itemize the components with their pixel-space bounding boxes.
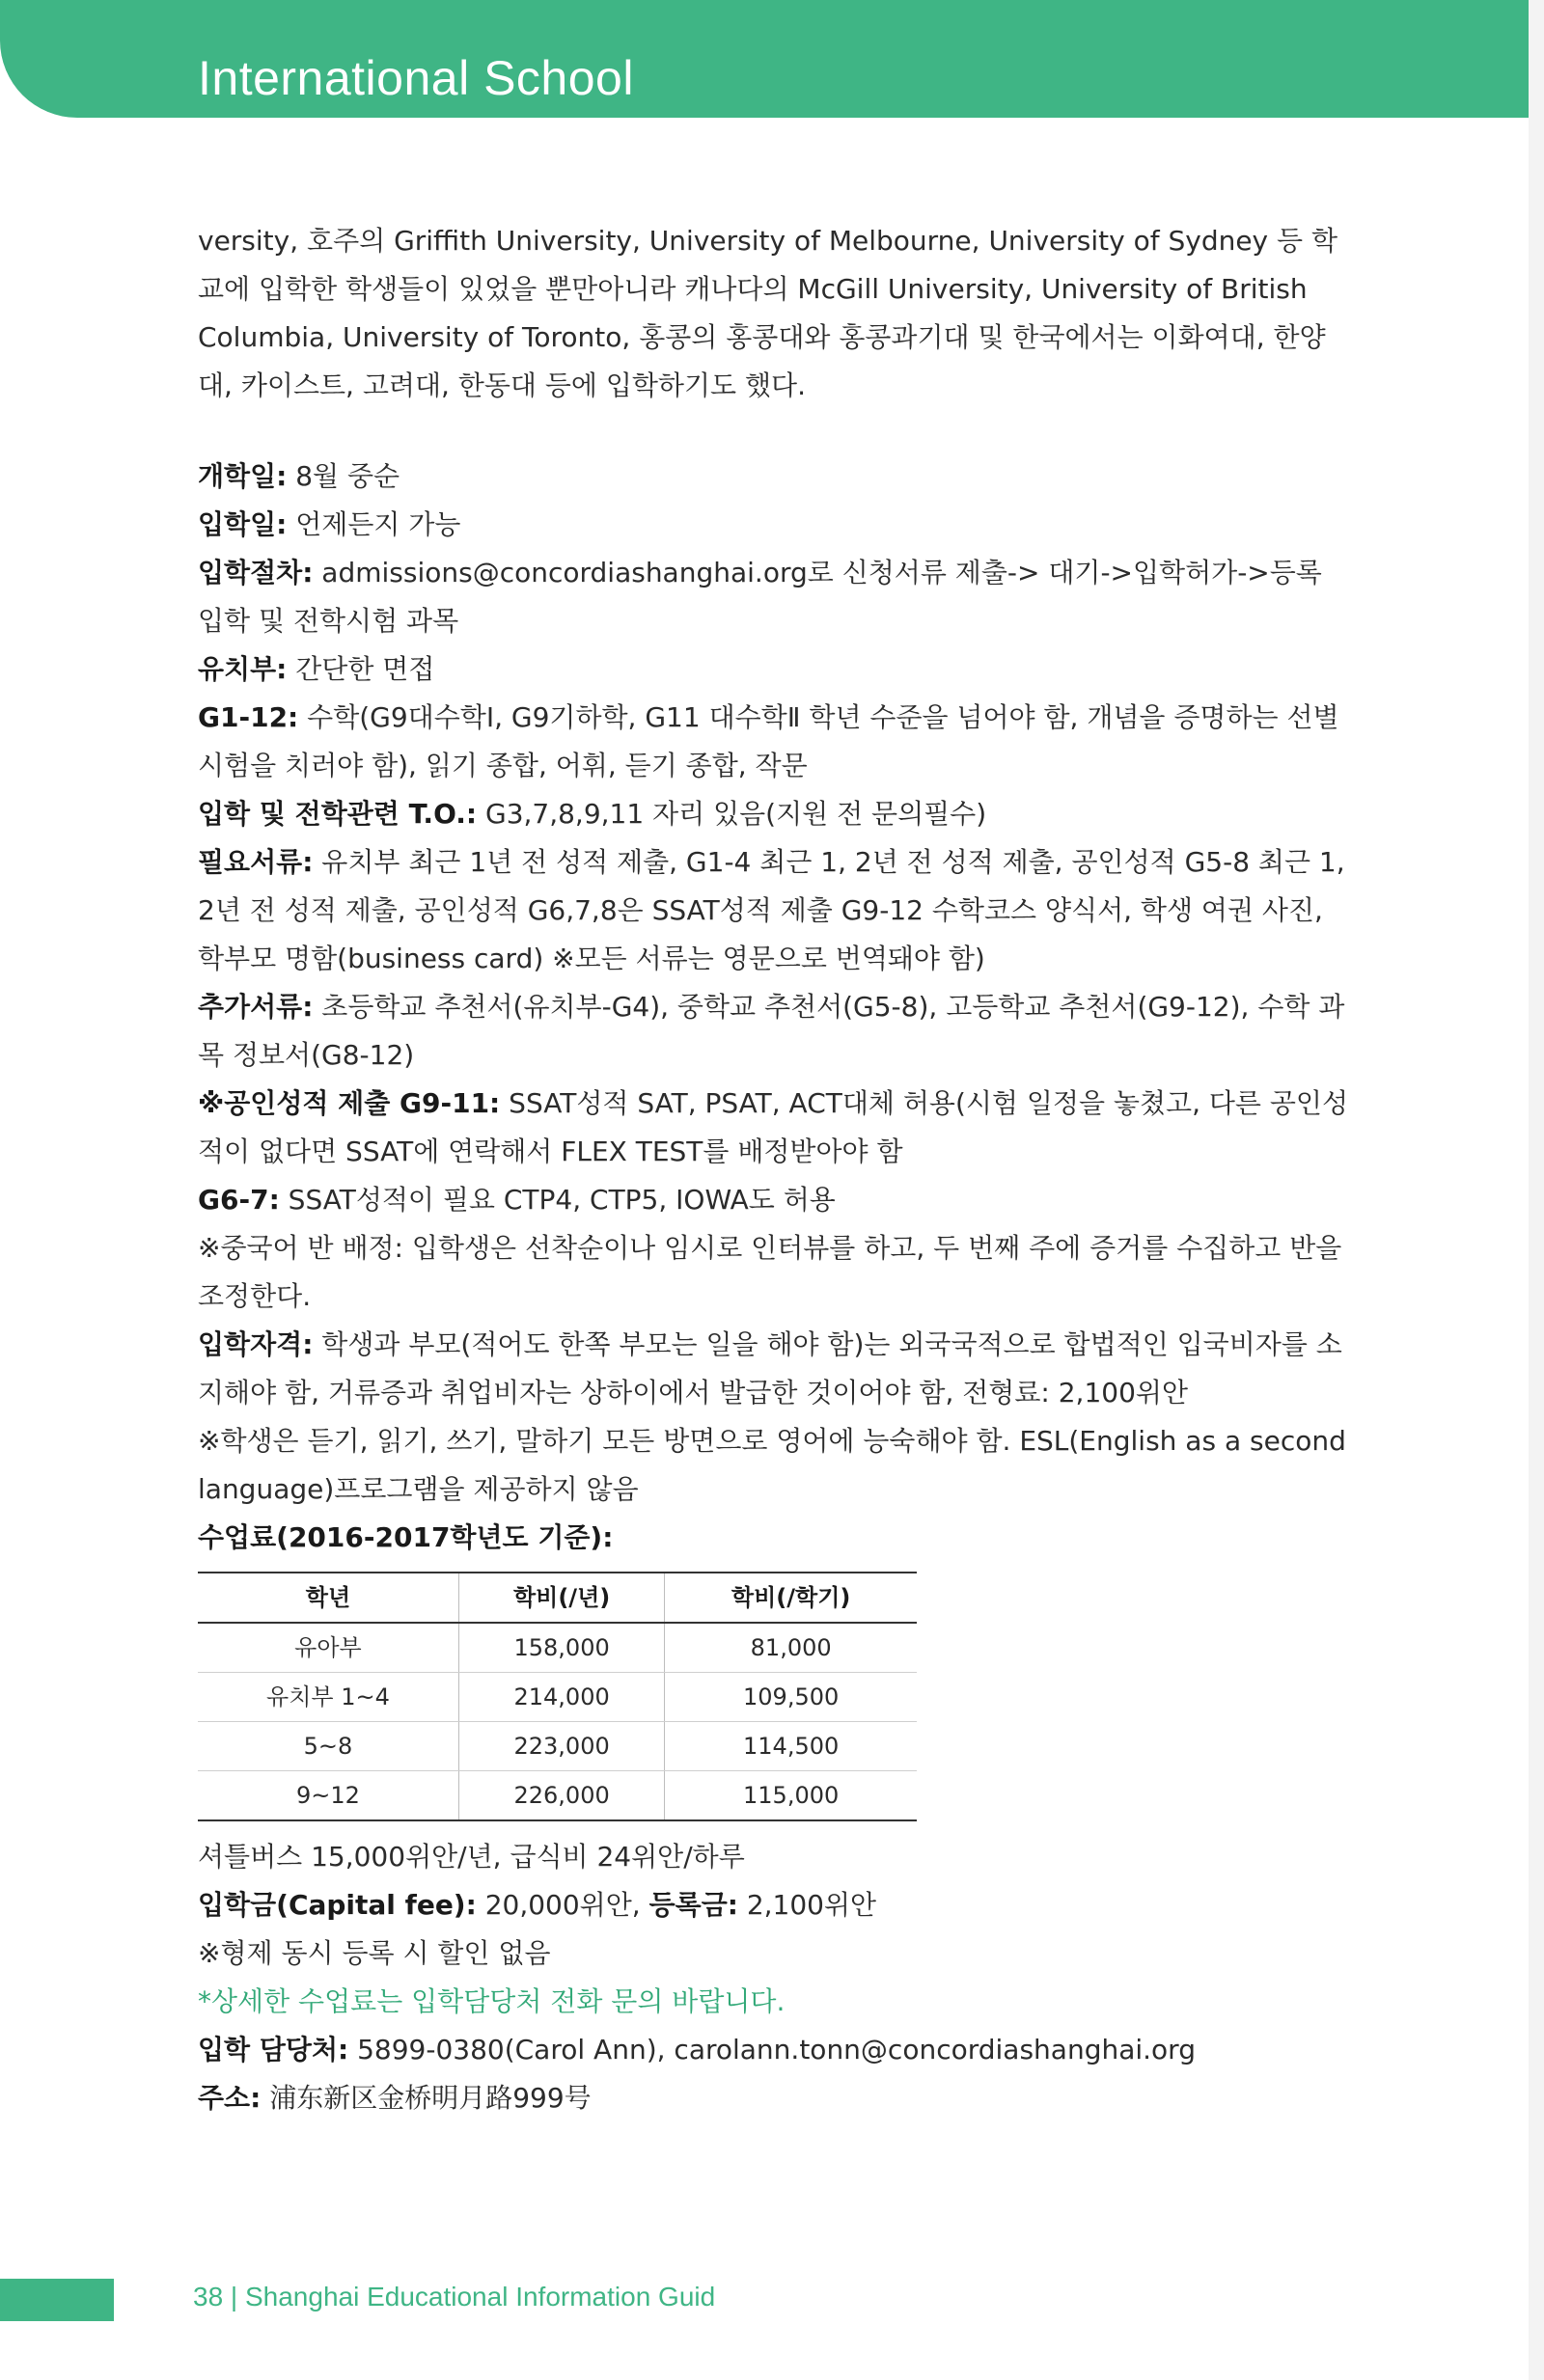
cell-annual: 223,000 bbox=[458, 1722, 664, 1771]
page-title: International School bbox=[198, 51, 634, 105]
chinese-note: ※중국어 반 배정: 입학생은 선착순이나 임시로 인터뷰를 하고, 두 번째 주에 증거를 수집하고 반을 조정한다. bbox=[198, 1232, 1342, 1312]
header-grade: 학년 bbox=[198, 1573, 458, 1623]
english-note: ※학생은 듣기, 읽기, 쓰기, 말하기 모든 방면으로 영어에 능숙해야 함. ESL(English as a second language)프로그램을 제공하지 않음 bbox=[198, 1425, 1346, 1505]
intro-paragraph: versity, 호주의 Griffith University, University of Melbourne, University of Sydney 등 학교에 입학한 학생들이 있었을 뿐만아니라 캐나다의 McGill University, University of British Columbia, University of Toronto, 홍콩의 홍콩대와 홍콩과기대 및 한국에서는 이화여대, 한양대, 카이스트, 고려대, 한동대 등에 입학하기도 했다. bbox=[198, 225, 1338, 401]
tuition-extras: 셔틀버스 15,000위안/년, 급식비 24위안/하루 bbox=[198, 1841, 745, 1873]
header-semester: 학비(/학기) bbox=[665, 1573, 917, 1623]
cell-semester: 115,000 bbox=[665, 1771, 917, 1821]
cell-grade: 9~12 bbox=[198, 1771, 458, 1821]
admissions-office: 입학 담당처: 5899-0380(Carol Ann), carolann.tonn@concordiashanghai.org bbox=[198, 2034, 1196, 2065]
cell-annual: 214,000 bbox=[458, 1673, 664, 1722]
cell-grade: 5~8 bbox=[198, 1722, 458, 1771]
sibling-note: ※형제 동시 등록 시 할인 없음 bbox=[198, 1937, 551, 1969]
g1-12: G1-12: 수학(G9대수학Ⅰ, G9기하학, G11 대수학Ⅱ 학년 수준을 넘어야 함, 개념을 증명하는 선별 시험을 치러야 함), 읽기 종합, 어휘, 듣기 종합, 작문 bbox=[198, 701, 1339, 781]
cell-grade: 유치부 1~4 bbox=[198, 1673, 458, 1722]
page-edge bbox=[1529, 0, 1544, 2380]
detail-note: *상세한 수업료는 입학담당처 전화 문의 바랍니다. bbox=[198, 1985, 786, 2017]
scores-g9-11: ※공인성적 제출 G9-11: SSAT성적 SAT, PSAT, ACT대체 허용(시험 일정을 놓쳤고, 다른 공인성적이 없다면 SSAT에 연락해서 FLEX TEST를 배정받아야 함 bbox=[198, 1087, 1349, 1167]
cell-grade: 유아부 bbox=[198, 1623, 458, 1673]
semester-start: 개학일: 8월 중순 bbox=[198, 460, 400, 492]
table-row bbox=[198, 1771, 917, 1821]
address: 주소: 浦东新区金桥明月路999号 bbox=[198, 2082, 592, 2114]
qualification: 입학자격: 학생과 부모(적어도 한쪽 부모는 일을 해야 함)는 외국국적으로 합법적인 입국비자를 소지해야 함, 거류증과 취업비자는 상하이에서 발급한 것이어야 함, 전형료: 2,100위안 bbox=[198, 1328, 1342, 1409]
cell-semester: 81,000 bbox=[665, 1623, 917, 1673]
cell-annual: 158,000 bbox=[458, 1623, 664, 1673]
footer-page-label: 38 | Shanghai Educational Information Guid bbox=[193, 2282, 716, 2312]
table-header-row bbox=[198, 1573, 917, 1623]
fees-line: 입학금(Capital fee): 20,000위안, 등록금: 2,100위안 bbox=[198, 1889, 877, 1921]
footer-bar bbox=[0, 2279, 114, 2321]
kindergarten: 유치부: 간단한 면접 bbox=[198, 653, 435, 685]
table-row bbox=[198, 1722, 917, 1771]
article-body bbox=[198, 217, 1351, 2122]
tuition-table bbox=[198, 1572, 917, 1821]
procedure: 입학절차: admissions@concordiashanghai.org로 신청서류 제출-> 대기->입학허가->등록 bbox=[198, 557, 1322, 588]
transfer-to: 입학 및 전학관련 T.O.: G3,7,8,9,11 자리 있음(지원 전 문의필수) bbox=[198, 798, 987, 830]
required-docs: 필요서류: 유치부 최근 1년 전 성적 제출, G1-4 최근 1, 2년 전 성적 제출, 공인성적 G5-8 최근 1, 2년 전 성적 제출, 공인성적 G6,7,8은 SSAT성적 제출 G9-12 수학코스 양식서, 학생 여권 사진, 학부모 명함(business card) ※모든 서류는 영문으로 번역돼야 함) bbox=[198, 846, 1345, 974]
table-row bbox=[198, 1673, 917, 1722]
enrollment: 입학일: 언제든지 가능 bbox=[198, 508, 461, 540]
cell-annual: 226,000 bbox=[458, 1771, 664, 1821]
additional-docs: 추가서류: 초등학교 추천서(유치부-G4), 중학교 추천서(G5-8), 고등학교 추천서(G9-12), 수학 과목 정보서(G8-12) bbox=[198, 991, 1345, 1071]
scores-g6-7: G6-7: SSAT성적이 필요 CTP4, CTP5, IOWA도 허용 bbox=[198, 1184, 836, 1216]
table-row bbox=[198, 1623, 917, 1673]
header-annual: 학비(/년) bbox=[458, 1573, 664, 1623]
exam-subjects: 입학 및 전학시험 과목 bbox=[198, 605, 459, 637]
tuition-title: 수업료(2016-2017학년도 기준): bbox=[198, 1521, 614, 1553]
cell-semester: 114,500 bbox=[665, 1722, 917, 1771]
cell-semester: 109,500 bbox=[665, 1673, 917, 1722]
